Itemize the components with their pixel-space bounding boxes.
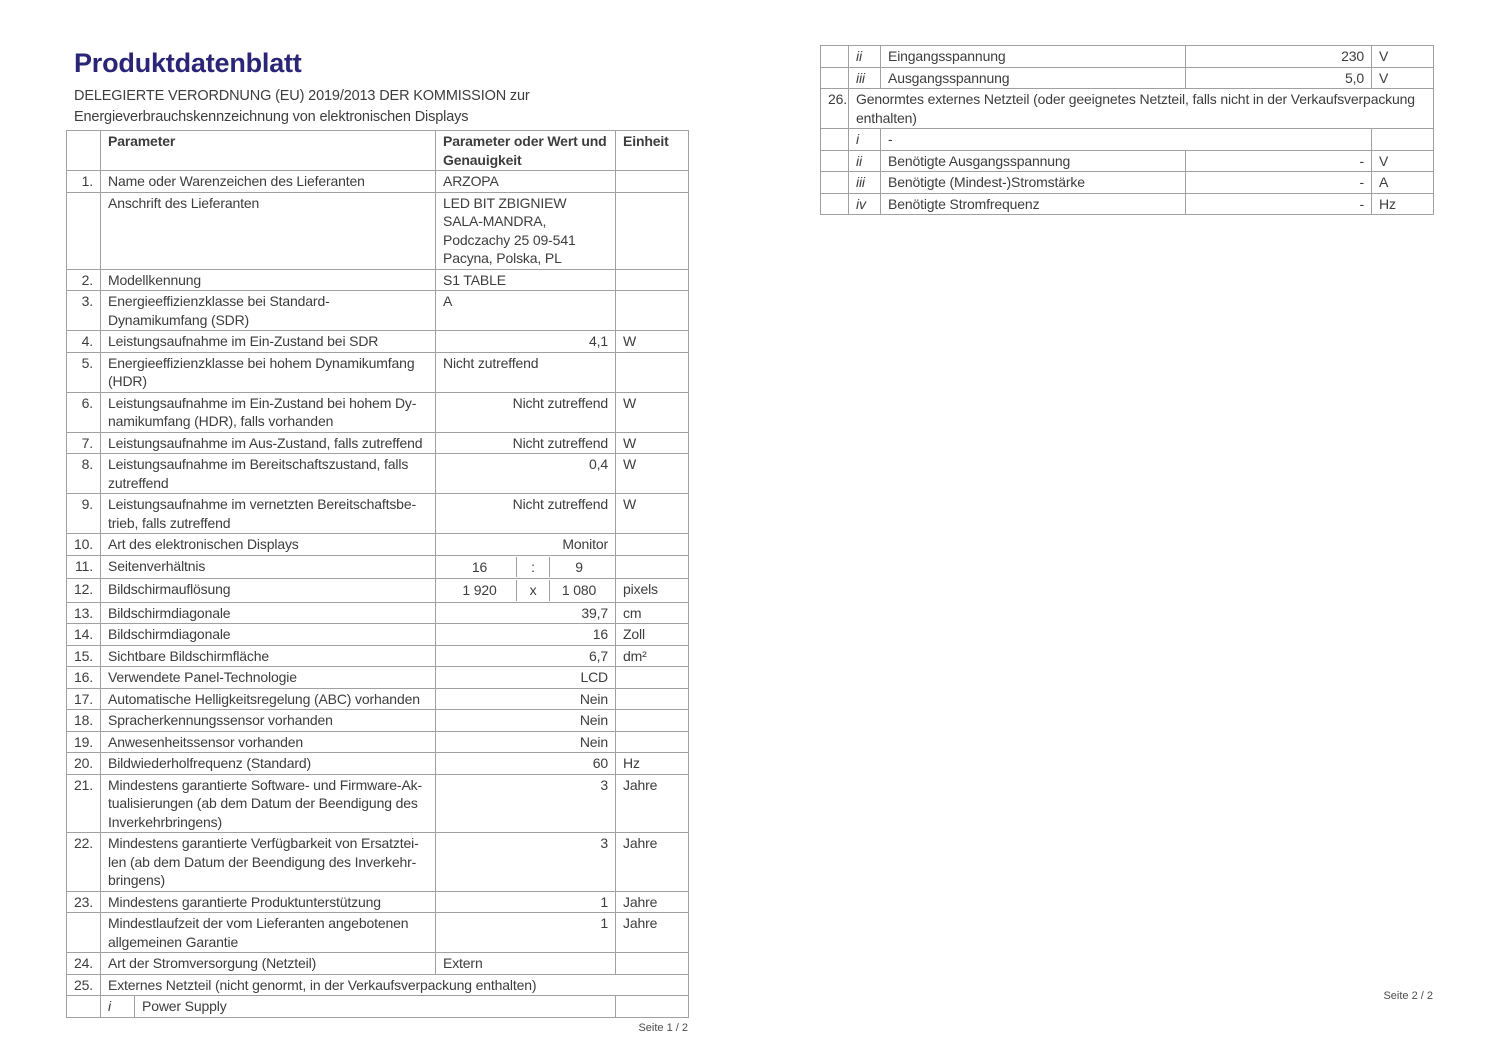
row-number-cell: 24. bbox=[67, 953, 101, 975]
row-label-cell: Mindestens garantierte Software- und Firmware-Ak-tualisierungen (ab dem Datum der Beendigung des Inverkehrbringens) bbox=[101, 774, 436, 833]
row-label-cell: Bildschirmdiagonale bbox=[101, 624, 436, 646]
table-row bbox=[67, 913, 689, 953]
sub-index-cell: iv bbox=[849, 193, 881, 215]
row-label-cell: Leistungsaufnahme im Bereitschaftszustand, falls zutreffend bbox=[101, 454, 436, 494]
row-value-cell: 6,7 bbox=[436, 645, 616, 667]
row-value-cell: 3 bbox=[436, 833, 616, 892]
row-number-cell: 1. bbox=[67, 171, 101, 193]
row-unit-cell bbox=[616, 171, 689, 193]
row-label-cell: Benötigte Ausgangsspannung bbox=[881, 150, 1186, 172]
row-unit-cell: Jahre bbox=[616, 913, 689, 953]
row-label-cell: - bbox=[881, 129, 1372, 151]
row-value-cell: 4,1 bbox=[436, 331, 616, 353]
row-unit-cell bbox=[616, 534, 689, 556]
table-row bbox=[67, 996, 689, 1018]
row-value-cell: 16 bbox=[436, 624, 616, 646]
sub-index-cell: iii bbox=[849, 172, 881, 194]
row-label-cell: Anwesenheitssensor vorhanden bbox=[101, 731, 436, 753]
row-value-cell: Nicht zutreffend bbox=[436, 352, 616, 392]
row-number-cell bbox=[821, 129, 849, 151]
row-unit-cell bbox=[616, 953, 689, 975]
row-unit-cell: Jahre bbox=[616, 833, 689, 892]
header-number-cell bbox=[67, 131, 101, 171]
row-number-cell: 10. bbox=[67, 534, 101, 556]
row-value-cell: - bbox=[1186, 172, 1372, 194]
row-number-cell: 23. bbox=[67, 891, 101, 913]
row-unit-cell: Hz bbox=[1372, 193, 1434, 215]
table-row bbox=[67, 645, 689, 667]
row-number-cell: 15. bbox=[67, 645, 101, 667]
table-row bbox=[67, 731, 689, 753]
table-row bbox=[67, 352, 689, 392]
row-value-cell: 0,4 bbox=[436, 454, 616, 494]
row-unit-cell: W bbox=[616, 331, 689, 353]
sub-index-cell: iii bbox=[849, 67, 881, 89]
row-unit-cell bbox=[616, 710, 689, 732]
table-row bbox=[67, 331, 689, 353]
sub-index-cell: ii bbox=[849, 46, 881, 68]
ratio-separator: : bbox=[516, 557, 550, 578]
ratio-value-group bbox=[443, 580, 608, 601]
row-value-cell: 3 bbox=[436, 774, 616, 833]
header-value-cell: Parameter oder Wert und Genauigkeit bbox=[436, 131, 616, 171]
row-unit-cell: dm² bbox=[616, 645, 689, 667]
row-label-cell: Spracherkennungssensor vorhanden bbox=[101, 710, 436, 732]
row-number-cell: 2. bbox=[67, 269, 101, 291]
table-row bbox=[67, 624, 689, 646]
sub-index-cell: i bbox=[849, 129, 881, 151]
row-number-cell: 26. bbox=[821, 89, 849, 129]
table-row bbox=[821, 193, 1434, 215]
row-unit-cell: W bbox=[616, 494, 689, 534]
row-label-cell: Power Supply bbox=[135, 996, 616, 1018]
row-number-cell: 14. bbox=[67, 624, 101, 646]
datasheet-page-2 bbox=[820, 45, 1433, 1002]
row-number-cell: 25. bbox=[67, 974, 101, 996]
row-number-cell: 19. bbox=[67, 731, 101, 753]
row-label-cell: Name oder Warenzeichen des Lieferanten bbox=[101, 171, 436, 193]
row-number-cell: 13. bbox=[67, 602, 101, 624]
row-value-cell: LCD bbox=[436, 667, 616, 689]
row-value-cell: 1 bbox=[436, 891, 616, 913]
row-unit-cell: W bbox=[616, 454, 689, 494]
ratio-value-group bbox=[443, 557, 608, 578]
row-value-cell: 5,0 bbox=[1186, 67, 1372, 89]
row-label-cell: Seitenverhältnis bbox=[101, 555, 436, 579]
row-number-cell: 17. bbox=[67, 688, 101, 710]
header-unit-cell: Einheit bbox=[616, 131, 689, 171]
row-number-cell bbox=[821, 193, 849, 215]
table-row bbox=[67, 454, 689, 494]
ratio-value-a: 16 bbox=[471, 558, 488, 575]
row-label-cell: Eingangsspannung bbox=[881, 46, 1186, 68]
row-label-cell: Art der Stromversorgung (Netzteil) bbox=[101, 953, 436, 975]
row-number-cell bbox=[821, 67, 849, 89]
row-label-cell: Anschrift des Lieferanten bbox=[101, 192, 436, 269]
table-row bbox=[67, 774, 689, 833]
table-row bbox=[67, 953, 689, 975]
row-unit-cell: V bbox=[1372, 67, 1434, 89]
row-value-cell: Nicht zutreffend bbox=[436, 432, 616, 454]
table-row bbox=[67, 534, 689, 556]
row-label-cell: Ausgangsspannung bbox=[881, 67, 1186, 89]
row-number-cell bbox=[821, 172, 849, 194]
row-unit-cell: W bbox=[616, 432, 689, 454]
ratio-value-b: 1 080 bbox=[561, 582, 597, 598]
row-unit-cell bbox=[616, 731, 689, 753]
row-label-cell: Automatische Helligkeitsregelung (ABC) vorhanden bbox=[101, 688, 436, 710]
table-row bbox=[821, 67, 1434, 89]
row-number-cell: 18. bbox=[67, 710, 101, 732]
row-label-cell: Externes Netzteil (nicht genormt, in der Verkaufsverpackung enthalten) bbox=[101, 974, 689, 996]
row-number-cell: 9. bbox=[67, 494, 101, 534]
row-value-cell: Nein bbox=[436, 710, 616, 732]
row-label-cell: Verwendete Panel-Technologie bbox=[101, 667, 436, 689]
row-value-cell: - bbox=[1186, 150, 1372, 172]
row-value-cell: Nicht zutreffend bbox=[436, 392, 616, 432]
table-row bbox=[67, 833, 689, 892]
row-label-cell: Leistungsaufnahme im vernetzten Bereitschaftsbe-trieb, falls zutreffend bbox=[101, 494, 436, 534]
row-label-cell: Energieeffizienzklasse bei Standard-Dynamikumfang (SDR) bbox=[101, 291, 436, 331]
row-unit-cell: pixels bbox=[616, 579, 689, 603]
datasheet-page-1 bbox=[66, 42, 688, 1035]
row-unit-cell bbox=[616, 667, 689, 689]
row-label-cell: Leistungsaufnahme im Ein-Zustand bei SDR bbox=[101, 331, 436, 353]
row-label-cell: Sichtbare Bildschirmfläche bbox=[101, 645, 436, 667]
row-unit-cell bbox=[616, 688, 689, 710]
row-number-cell: 3. bbox=[67, 291, 101, 331]
table-row bbox=[67, 891, 689, 913]
row-label-cell: Energieeffizienzklasse bei hohem Dynamikumfang (HDR) bbox=[101, 352, 436, 392]
row-value-cell: - bbox=[1186, 193, 1372, 215]
table-row bbox=[67, 494, 689, 534]
page-title: Produktdatenblatt bbox=[74, 48, 302, 78]
row-value-cell: 39,7 bbox=[436, 602, 616, 624]
row-number-cell bbox=[821, 150, 849, 172]
row-number-cell: 21. bbox=[67, 774, 101, 833]
page-number-footer-1: Seite 1 / 2 bbox=[638, 1021, 688, 1034]
row-unit-cell bbox=[616, 192, 689, 269]
row-value-cell: S1 TABLE bbox=[436, 269, 616, 291]
table-row bbox=[67, 555, 689, 579]
table-row bbox=[67, 753, 689, 775]
table-row bbox=[67, 291, 689, 331]
row-unit-cell: Hz bbox=[616, 753, 689, 775]
row-unit-cell: W bbox=[616, 392, 689, 432]
row-ratio-value-cell bbox=[436, 579, 616, 603]
table-row bbox=[821, 129, 1434, 151]
row-number-cell: 11. bbox=[67, 555, 101, 579]
row-unit-cell bbox=[616, 269, 689, 291]
row-value-cell: A bbox=[436, 291, 616, 331]
table-row bbox=[821, 46, 1434, 68]
table-row bbox=[67, 171, 689, 193]
table-row bbox=[67, 688, 689, 710]
product-datasheet-table-page1 bbox=[66, 130, 689, 1018]
row-unit-cell bbox=[616, 291, 689, 331]
row-value-cell: 60 bbox=[436, 753, 616, 775]
row-unit-cell: A bbox=[1372, 172, 1434, 194]
row-label-cell: Mindestens garantierte Verfügbarkeit von Ersatztei-len (ab dem Datum der Beendigung des Inverkehr-bringens) bbox=[101, 833, 436, 892]
row-number-cell: 20. bbox=[67, 753, 101, 775]
ratio-value-a: 1 920 bbox=[462, 582, 497, 598]
row-number-cell: 8. bbox=[67, 454, 101, 494]
row-label-cell: Benötigte Stromfrequenz bbox=[881, 193, 1186, 215]
row-label-cell: Modellkennung bbox=[101, 269, 436, 291]
regulation-subtitle-line2: Energieverbrauchskennzeichnung von elektronischen Displays bbox=[74, 109, 469, 125]
sub-index-cell: i bbox=[101, 996, 135, 1018]
row-number-cell: 22. bbox=[67, 833, 101, 892]
row-label-cell: Bildwiederholfrequenz (Standard) bbox=[101, 753, 436, 775]
table-row bbox=[67, 710, 689, 732]
row-value-cell: ARZOPA bbox=[436, 171, 616, 193]
row-label-cell: Leistungsaufnahme im Aus-Zustand, falls zutreffend bbox=[101, 432, 436, 454]
page-number-footer-2: Seite 2 / 2 bbox=[1383, 990, 1433, 1002]
row-value-cell: Extern bbox=[436, 953, 616, 975]
table-row bbox=[67, 974, 689, 996]
regulation-subtitle bbox=[74, 86, 688, 128]
table-row bbox=[821, 89, 1434, 129]
sub-index-cell: ii bbox=[849, 150, 881, 172]
table-row bbox=[67, 269, 689, 291]
header-parameter-cell: Parameter bbox=[101, 131, 436, 171]
row-unit-cell: Jahre bbox=[616, 891, 689, 913]
row-unit-cell: Zoll bbox=[616, 624, 689, 646]
row-number-cell: 16. bbox=[67, 667, 101, 689]
row-label-cell: Mindestens garantierte Produktunterstützung bbox=[101, 891, 436, 913]
row-unit-cell: cm bbox=[616, 602, 689, 624]
row-ratio-value-cell bbox=[436, 555, 616, 579]
table-row bbox=[67, 579, 689, 603]
row-unit-cell bbox=[616, 996, 689, 1018]
row-value-cell: Nein bbox=[436, 688, 616, 710]
row-label-cell: Art des elektronischen Displays bbox=[101, 534, 436, 556]
row-number-cell bbox=[67, 192, 101, 269]
row-number-cell: 4. bbox=[67, 331, 101, 353]
table-row bbox=[821, 150, 1434, 172]
row-value-cell: LED BIT ZBIGNIEW SALA-MANDRA, Podczachy 25 09-541 Pacyna, Polska, PL bbox=[436, 192, 616, 269]
ratio-separator: x bbox=[516, 580, 550, 601]
table-row bbox=[67, 392, 689, 432]
table-row bbox=[67, 667, 689, 689]
ratio-value-b: 9 bbox=[575, 558, 583, 575]
row-value-cell: 1 bbox=[436, 913, 616, 953]
row-number-cell bbox=[67, 913, 101, 953]
row-value-cell: Nein bbox=[436, 731, 616, 753]
row-number-cell bbox=[821, 46, 849, 68]
row-unit-cell: Jahre bbox=[616, 774, 689, 833]
row-number-cell: 7. bbox=[67, 432, 101, 454]
row-unit-cell: V bbox=[1372, 150, 1434, 172]
row-label-cell: Bildschirmdiagonale bbox=[101, 602, 436, 624]
row-unit-cell bbox=[616, 352, 689, 392]
row-label-cell: Leistungsaufnahme im Ein-Zustand bei hohem Dy-namikumfang (HDR), falls vorhanden bbox=[101, 392, 436, 432]
row-unit-cell: V bbox=[1372, 46, 1434, 68]
table-row bbox=[821, 172, 1434, 194]
table-row bbox=[67, 602, 689, 624]
product-datasheet-table-page2 bbox=[820, 45, 1434, 215]
row-value-cell: 230 bbox=[1186, 46, 1372, 68]
row-unit-cell bbox=[616, 555, 689, 579]
row-label-cell: Benötigte (Mindest-)Stromstärke bbox=[881, 172, 1186, 194]
row-value-cell: Nicht zutreffend bbox=[436, 494, 616, 534]
table-row bbox=[67, 192, 689, 269]
row-number-cell: 5. bbox=[67, 352, 101, 392]
row-label-cell: Genormtes externes Netzteil (oder geeignetes Netzteil, falls nicht in der Verkaufsverpackung enthalten) bbox=[849, 89, 1434, 129]
row-number-cell bbox=[67, 996, 101, 1018]
row-number-cell: 12. bbox=[67, 579, 101, 603]
table-header-row bbox=[67, 131, 689, 171]
table-row bbox=[67, 432, 689, 454]
row-value-cell: Monitor bbox=[436, 534, 616, 556]
row-label-cell: Mindestlaufzeit der vom Lieferanten angebotenen allgemeinen Garantie bbox=[101, 913, 436, 953]
row-number-cell: 6. bbox=[67, 392, 101, 432]
row-unit-cell bbox=[1372, 129, 1434, 151]
regulation-subtitle-line1: DELEGIERTE VERORDNUNG (EU) 2019/2013 DER KOMMISSION zur bbox=[74, 88, 530, 104]
row-label-cell: Bildschirmauflösung bbox=[101, 579, 436, 603]
